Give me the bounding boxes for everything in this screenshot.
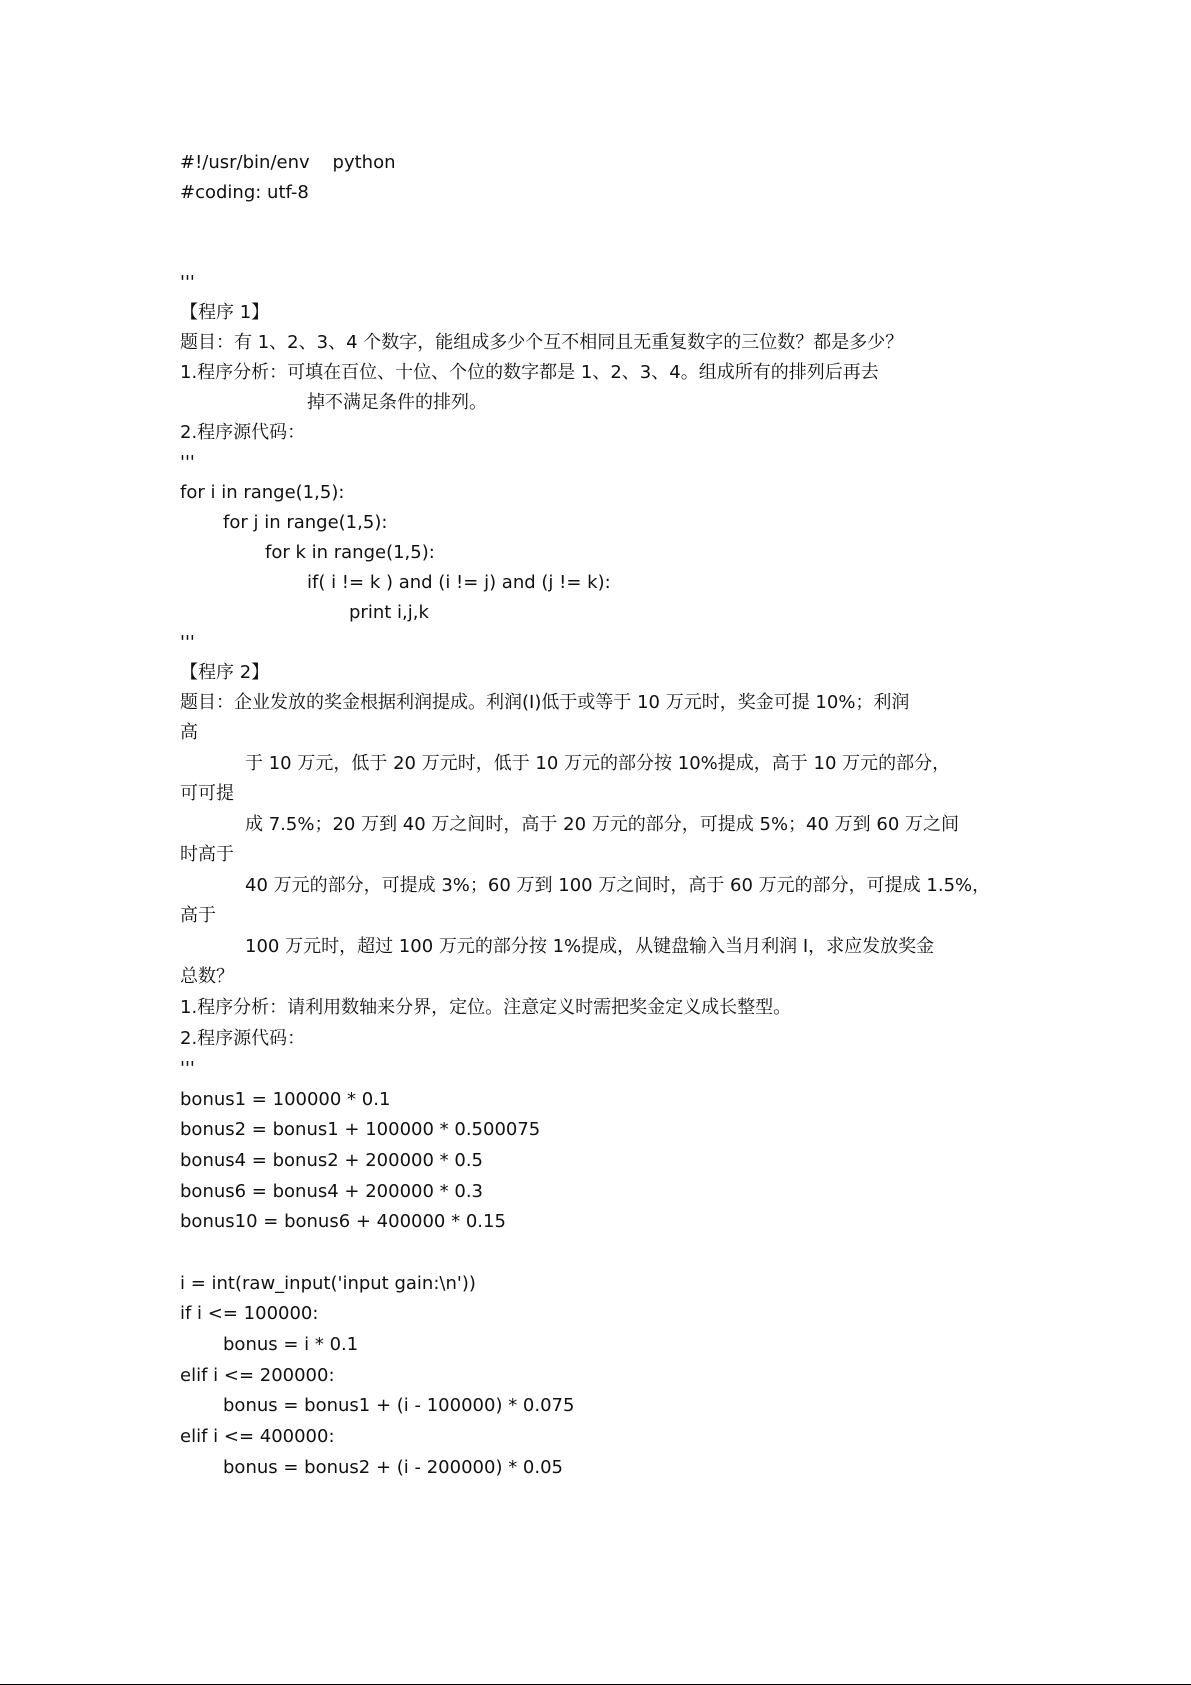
code-line: bonus4 = bonus2 + 200000 * 0.5 <box>180 1150 484 1171</box>
program2-question-cont: 于 10 万元，低于 20 万元时，低于 10 万元的部分按 10%提成，高于 10 万元的部分， <box>245 753 951 774</box>
docstring-close: ''' <box>180 452 195 473</box>
code-line: for i in range(1,5): <box>180 482 345 503</box>
program2-question-cont: 成 7.5%；20 万到 40 万之间时，高于 20 万元的部分，可提成 5%；40 万到 60 万之间 <box>245 814 960 835</box>
program1-analysis-cont: 掉不满足条件的排列。 <box>307 392 487 413</box>
code-line: bonus = i * 0.1 <box>223 1334 359 1355</box>
program1-source-label: 2.程序源代码： <box>180 422 306 443</box>
code-line: elif i <= 200000: <box>180 1365 335 1386</box>
program2-question: 题目：企业发放的奖金根据利润提成。利润(I)低于或等于 10 万元时，奖金可提 10%；利润 <box>180 692 910 713</box>
docstring-close: ''' <box>180 1058 195 1079</box>
program1-question: 题目：有 1、2、3、4 个数字，能组成多少个互不相同且无重复数字的三位数？都是多少？ <box>180 332 904 353</box>
docstring-open: ''' <box>180 632 195 653</box>
code-line: if( i != k ) and (i != j) and (j != k): <box>307 572 611 593</box>
program2-question-wrap: 总数？ <box>180 966 234 987</box>
code-line: i = int(raw_input('input gain:\n')) <box>180 1273 476 1294</box>
program2-analysis: 1.程序分析：请利用数轴来分界，定位。注意定义时需把奖金定义成长整型。 <box>180 997 792 1018</box>
code-line: for j in range(1,5): <box>223 512 388 533</box>
code-line: bonus10 = bonus6 + 400000 * 0.15 <box>180 1211 506 1232</box>
coding-line: #coding: utf-8 <box>180 182 309 203</box>
code-line: bonus6 = bonus4 + 200000 * 0.3 <box>180 1181 484 1202</box>
code-line: for k in range(1,5): <box>265 542 435 563</box>
code-line: print i,j,k <box>349 602 429 623</box>
program2-question-wrap: 高 <box>180 722 198 743</box>
program2-heading: 【程序 2】 <box>180 662 270 683</box>
program2-question-wrap: 高于 <box>180 905 216 926</box>
code-line: bonus = bonus2 + (i - 200000) * 0.05 <box>223 1457 563 1478</box>
program1-heading: 【程序 1】 <box>180 302 270 323</box>
program1-analysis: 1.程序分析：可填在百位、十位、个位的数字都是 1、2、3、4。组成所有的排列后再去 <box>180 362 879 383</box>
code-line: bonus2 = bonus1 + 100000 * 0.500075 <box>180 1119 541 1140</box>
code-line: bonus1 = 100000 * 0.1 <box>180 1089 391 1110</box>
program2-question-wrap: 可可提 <box>180 783 234 804</box>
program2-source-label: 2.程序源代码： <box>180 1028 306 1049</box>
program2-question-cont: 100 万元时，超过 100 万元的部分按 1%提成，从键盘输入当月利润 I，求应发放奖金 <box>245 936 935 957</box>
program2-question-wrap: 时高于 <box>180 844 234 865</box>
code-line: bonus = bonus1 + (i - 100000) * 0.075 <box>223 1395 575 1416</box>
program2-question-cont: 40 万元的部分，可提成 3%；60 万到 100 万之间时，高于 60 万元的部分，可提成 1.5%， <box>245 875 991 896</box>
shebang-line: #!/usr/bin/env python <box>180 152 396 173</box>
code-line: elif i <= 400000: <box>180 1426 335 1447</box>
code-line: if i <= 100000: <box>180 1303 319 1324</box>
docstring-open: ''' <box>180 272 195 293</box>
